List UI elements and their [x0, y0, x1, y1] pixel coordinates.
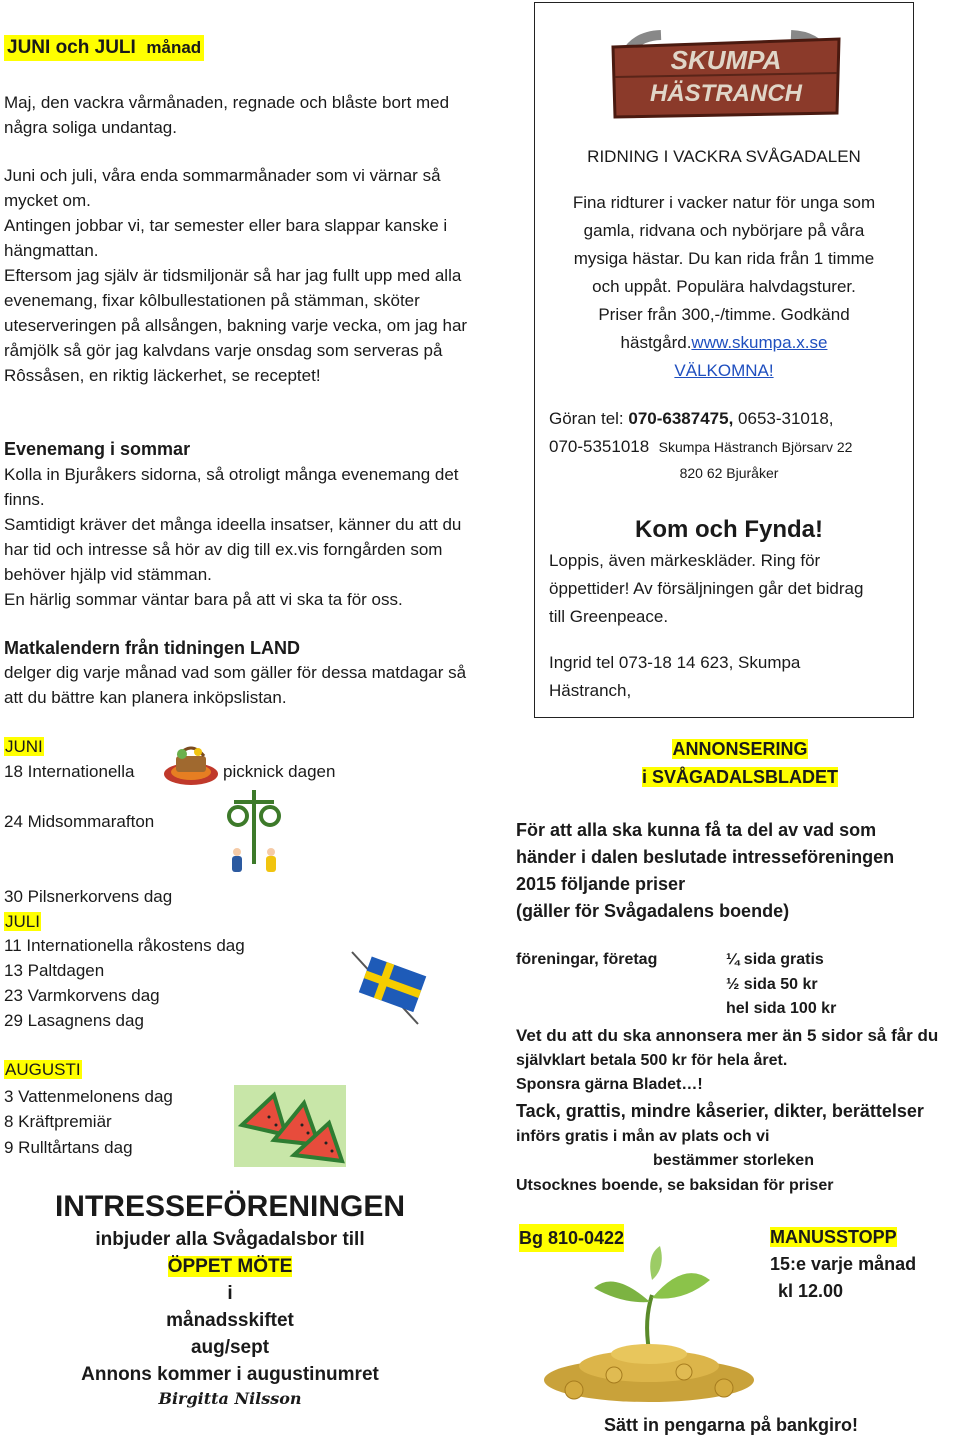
- bankgiro-number: Bg 810-0422: [519, 1224, 624, 1252]
- month-label: AUGUSTI: [5, 1060, 81, 1079]
- ranch-line: mysiga hästar. Du kan rida från 1 timme: [573, 249, 875, 268]
- calendar-item: 30 Pilsnerkorvens dag: [4, 887, 173, 906]
- calendar-item: 9 Rulltårtans dag: [4, 1138, 133, 1157]
- calendar-item-continued: picknick dagen: [223, 762, 336, 781]
- intro-paragraph: Maj, den vackra vårmånaden, regnade och blåste bort med några soliga undantag.: [4, 93, 450, 137]
- money-plant-image: [534, 1240, 764, 1405]
- calendar-item: 13 Paltdagen: [4, 961, 105, 980]
- logo-text: SKUMPA: [670, 45, 782, 75]
- month-label: JULI: [5, 912, 40, 931]
- title-suffix: månad: [146, 38, 202, 57]
- manus-stop: MANUSSTOPP 15:e varje månad kl 12.00: [770, 1227, 917, 1301]
- annons-heading: ANNONSERING i SVÅGADALSBLADET: [641, 739, 838, 787]
- price-list: föreningar, företag ¼ sida gratis ½ sida 50 kr hel sida 100 kr Vet du att du ska annonsera mer än 5 sidor så får du självklart betala 500 kr för hela året. Sponsra gärna Bladet…! Tack, grattis, mindre kåserier, dikter, berättelser införs gratis i mån av plats och vi bestämmer storleken Utsocknes boende, se baksidan för priser: [516, 948, 960, 1198]
- postal-address: 820 62 Bjuråker: [679, 465, 779, 481]
- calendar-juli: [4, 909, 244, 934]
- phone-number: 070-5351018: [549, 437, 650, 456]
- calendar-augusti: [4, 1057, 244, 1082]
- meeting-line: månadsskiftet: [166, 1310, 294, 1331]
- intro-text: [4, 90, 474, 388]
- intro-paragraph: Eftersom jag själv är tidsmiljonär så har jag fullt upp med alla evenemang, fixar kôlbullestationen på stämman, sköter uteserveringen på allsången, bakning varje vecka, om jag har råmjölk så gör jag kalvdans varje onsdag som serveras på Rôssåsen, en riktig läckerhet, se receptet!: [4, 266, 468, 385]
- ranch-line: Priser från 300,-/timme. Godkänd: [598, 305, 850, 324]
- meeting-line: aug/sept: [190, 1337, 270, 1358]
- calendar-item: 11 Internationella råkostens dag: [4, 936, 245, 955]
- loppis-line: Hästranch,: [549, 681, 632, 700]
- bankgiro-cta: Sätt in pengarna på bankgiro!: [604, 1415, 859, 1435]
- loppis-line: Ingrid tel 073-18 14 623, Skumpa: [549, 653, 801, 672]
- swedish-flag-image: [348, 948, 428, 1028]
- month-label: JUNI: [5, 737, 43, 756]
- watermelon-image: [234, 1085, 346, 1167]
- maypole-image: [226, 786, 282, 878]
- address: Skumpa Hästranch Björsarv 22: [658, 439, 853, 455]
- meeting-line: inbjuder alla Svågadalsbor till: [95, 1229, 365, 1250]
- calendar-item: 24 Midsommarafton: [4, 812, 155, 831]
- loppis-line: Loppis, även märkeskläder. Ring för: [549, 551, 821, 570]
- annons-intro: För att alla ska kunna få ta del av vad som händer i dalen beslutade intresseföreningen 2015 följande priser (gäller för Svågadalens boende): [516, 820, 895, 921]
- ranch-ad-box: [534, 2, 914, 718]
- page-title: JUNI och JULI månad: [4, 35, 204, 61]
- price-label: föreningar, företag: [516, 951, 658, 968]
- events-section: [4, 436, 474, 612]
- calendar-item: 29 Lasagnens dag: [4, 1011, 144, 1030]
- ranch-logo: [601, 17, 851, 129]
- loppis-line: till Greenpeace.: [549, 607, 669, 626]
- price-row: ½ sida 50 kr: [726, 975, 818, 993]
- matkalender-text: delger dig varje månad vad som gäller för dessa matdagar så att du bättre kan planera inköpslistan.: [4, 663, 467, 707]
- welcome-link[interactable]: VÄLKOMNA!: [674, 361, 774, 380]
- calendar-item: 23 Varmkorvens dag: [4, 986, 160, 1005]
- events-text: Kolla in Bjuråkers sidorna, så otroligt många evenemang det finns.: [4, 465, 459, 509]
- calendar-item: 8 Kräftpremiär: [4, 1112, 112, 1131]
- events-text: En härlig sommar väntar bara på att vi ska ta för oss.: [4, 590, 403, 609]
- loppis-ad: [549, 513, 909, 705]
- picnic-basket-image: [162, 738, 220, 788]
- ranch-line: hästgård.www.skumpa.x.se: [620, 333, 828, 352]
- price-row: hel sida 100 kr: [726, 1000, 837, 1017]
- meeting-highlight: ÖPPET MÖTE: [167, 1256, 293, 1277]
- phone-number: 070-6387475,: [628, 409, 734, 428]
- ranch-line: och uppåt. Populära halvdagsturer.: [592, 277, 856, 296]
- ranch-line: gamla, ridvana och nybörjare på våra: [583, 221, 865, 240]
- ranch-heading: RIDNING I VACKRA SVÅGADALEN: [587, 147, 861, 166]
- loppis-line: öppettider! Av försäljningen går det bidrag: [549, 579, 864, 598]
- ranch-description: [535, 143, 913, 385]
- events-heading: Evenemang i sommar: [4, 439, 191, 459]
- intro-paragraph: Antingen jobbar vi, tar semester eller bara slappar kanske i hängmattan.: [4, 216, 448, 260]
- meeting-announcement: [40, 1188, 420, 1410]
- ranch-contact: Göran tel: 070-6387475, 0653-31018, 070-5351018 Skumpa Hästranch Björsarv 22 820 62 Bjuråker: [549, 405, 909, 485]
- ranch-website-link[interactable]: www.skumpa.x.se: [691, 333, 828, 352]
- ranch-line: Fina ridturer i vacker natur för unga som: [572, 193, 876, 212]
- meeting-line: Annons kommer i augustinumret: [81, 1364, 379, 1385]
- calendar-item: 18 Internationella: [4, 762, 135, 781]
- meeting-line: i: [227, 1283, 233, 1304]
- price-row: ¼ sida gratis: [726, 951, 824, 968]
- logo-text: HÄSTRANCH: [650, 80, 802, 107]
- meeting-title: INTRESSEFÖRENINGEN: [54, 1190, 406, 1223]
- matkalender-section: [4, 636, 474, 710]
- signature: Birgitta Nilsson: [158, 1389, 302, 1408]
- calendar-item: 3 Vattenmelonens dag: [4, 1087, 173, 1106]
- loppis-heading: Kom och Fynda!: [634, 516, 823, 543]
- intro-paragraph: Juni och juli, våra enda sommarmånader som vi värnar så mycket om.: [4, 166, 441, 210]
- events-text: Samtidigt kräver det många ideella insatser, känner du att du har tid och intresse så hör av dig till ex.vis forngården som behöver hjälp vid stämman.: [4, 515, 462, 584]
- matkalender-heading: Matkalendern från tidningen LAND: [4, 638, 301, 658]
